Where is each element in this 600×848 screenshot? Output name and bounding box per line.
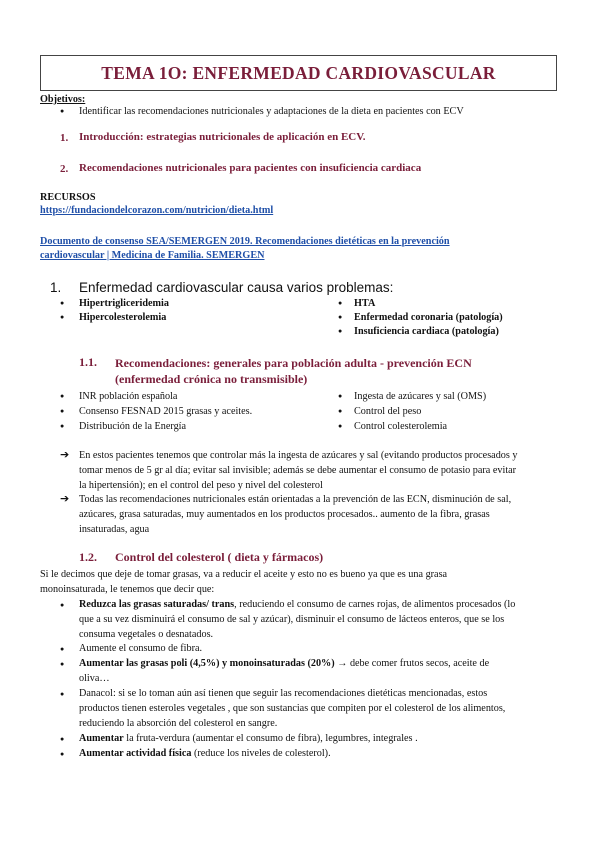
section1-title: Enfermedad cardiovascular causa varios problemas: — [79, 280, 394, 295]
text-bold: Aumentar — [79, 733, 124, 744]
bullet-icon: ● — [338, 327, 343, 335]
s1-left-item: Hipercolesterolemia — [79, 312, 167, 323]
text-line: tomar menos de 5 gr al día; evitar sal invisible; además se debe aumentar el consumo de potasio para evitar — [79, 465, 517, 476]
s11-right-item: Ingesta de azúcares y sal (OMS) — [354, 391, 487, 402]
recursos-label: RECURSOS — [40, 192, 96, 203]
bullet-icon: ● — [60, 690, 65, 698]
arrow-right-icon: ➔ — [60, 448, 70, 461]
text-line: azúcares, grasa saturadas, muy aumentados en los productos procesados.. aumento de la fibra, grasas — [79, 509, 490, 520]
section11-title — [115, 355, 472, 387]
section12-num: 1.2. — [79, 550, 97, 564]
s11-left-item: Distribución de la Energía — [79, 421, 187, 432]
s12-bullet-4 — [79, 686, 505, 731]
text-line: En estos pacientes tenemos que controlar más la ingesta de azúcares y sal (evitando productos procesados y — [79, 450, 518, 461]
text-line: Danacol: si se lo toman aún así tienen que seguir las recomendaciones dietéticas mencionadas, estos — [79, 688, 488, 699]
bullet-icon: ● — [338, 392, 343, 400]
bullet-icon: ● — [60, 407, 65, 415]
s1-right-item: Insuficiencia cardiaca (patología) — [354, 326, 499, 337]
s12-bullet-6 — [79, 746, 331, 761]
bullet-icon: ● — [338, 299, 343, 307]
bullet-icon: ● — [338, 313, 343, 321]
text-line: Si le decimos que deje de tomar grasas, va a reducir el aceite y esto no es bueno ya que es una grasa — [40, 569, 448, 580]
bullet-icon: ● — [60, 601, 65, 609]
s11-arrow-paragraph-1 — [79, 448, 517, 493]
text-line: la hipertensión); en el control del peso y nivel del colesterol — [79, 480, 323, 491]
section1-num: 1. — [50, 280, 62, 295]
recursos-link-2[interactable] — [40, 235, 450, 263]
section11-num: 1.1. — [79, 355, 97, 369]
bullet-icon: ● — [60, 645, 65, 653]
recursos-link-2-line2[interactable]: cardiovascular | Medicina de Familia. SEMERGEN — [40, 250, 265, 261]
bullet-icon: ● — [60, 313, 65, 321]
s12-bullet-2: Aumente el consumo de fibra. — [79, 643, 203, 654]
section11-title-line2: (enfermedad crónica no transmisible) — [115, 372, 308, 386]
bullet-icon: ● — [60, 750, 65, 758]
section12-title: Control del colesterol ( dieta y fármacos) — [115, 550, 324, 564]
text-line: consuma vegetales o desnatados. — [79, 629, 214, 640]
text-line: monoinsaturada, le tenemos que decir que: — [40, 584, 215, 595]
s1-right-item: HTA — [354, 298, 376, 309]
bullet-icon: ● — [338, 407, 343, 415]
text-bold: Aumentar actividad física — [79, 748, 192, 759]
page-title: TEMA 1O: ENFERMEDAD CARDIOVASCULAR — [101, 62, 496, 83]
bullet-icon: ● — [60, 299, 65, 307]
bullet-icon: ● — [60, 422, 65, 430]
s12-intro — [40, 567, 447, 597]
section11-title-line1: Recomendaciones: generales para población adulta - prevención ECN — [115, 356, 472, 370]
s11-left-item: Consenso FESNAD 2015 grasas y aceites. — [79, 406, 253, 417]
s11-right-item: Control del peso — [354, 406, 422, 417]
text-run: , reduciendo el consumo de carnes rojas, de alimentos procesados (lo — [234, 599, 516, 610]
s12-bullet-3 — [79, 656, 489, 686]
arrow-right-icon: ➔ — [60, 492, 70, 505]
text-line: Todas las recomendaciones nutricionales están orientadas a la prevención de las ECN, disminución de sal, — [79, 494, 512, 505]
s12-bullet-5 — [79, 731, 418, 746]
text-run: → debe comer frutos secos, aceite de — [334, 658, 490, 669]
recursos-link-2-line1[interactable]: Documento de consenso SEA/SEMERGEN 2019. Recomendaciones dietéticas en la prevención — [40, 236, 450, 247]
s11-arrow-paragraph-2 — [79, 492, 511, 537]
text-bold: Reduzca las grasas saturadas/ trans — [79, 599, 235, 610]
objetivos-label: Objetivos: — [40, 94, 86, 105]
objetivos-item: Identificar las recomendaciones nutricionales y adaptaciones de la dieta en pacientes con ECV — [79, 106, 464, 117]
index-num-2: 2. — [60, 163, 69, 175]
text-line: oliva… — [79, 673, 110, 684]
s1-left-item: Hipertrigliceridemia — [79, 298, 169, 309]
bullet-icon: ● — [60, 735, 65, 743]
index-item-1: Introducción: estrategias nutricionales de aplicación en ECV. — [79, 131, 366, 143]
bullet-icon: ● — [60, 107, 65, 115]
title-box — [40, 55, 557, 91]
bullet-icon: ● — [60, 660, 65, 668]
text-run: la fruta-verdura (aumentar el consumo de fibra), legumbres, integrales . — [123, 733, 418, 744]
text-bold: Aumentar las grasas poli (4,5%) y monoinsaturadas (20%) — [79, 658, 335, 669]
s11-left-item: INR población española — [79, 391, 178, 402]
text-line: insaturadas, agua — [79, 524, 150, 535]
bullet-icon: ● — [338, 422, 343, 430]
s11-right-item: Control colesterolemia — [354, 421, 448, 432]
index-item-2: Recomendaciones nutricionales para pacientes con insuficiencia cardiaca — [79, 162, 422, 174]
s12-bullet-1 — [79, 597, 515, 642]
recursos-link-1[interactable]: https://fundaciondelcorazon.com/nutricion/dieta.html — [40, 205, 274, 216]
text-line: reduciendo la absorción del colesterol en sangre. — [79, 718, 278, 729]
text-run: (reduce los niveles de colesterol). — [191, 748, 331, 759]
text-line: productos tienen esteroles vegetales , que son sustancias que compiten por el colesterol de los alimentos, — [79, 703, 506, 714]
index-num-1: 1. — [60, 132, 69, 144]
bullet-icon: ● — [60, 392, 65, 400]
s1-right-item: Enfermedad coronaria (patología) — [354, 312, 503, 323]
text-line: que a su vez disminuirá el consumo de sal y azúcar), disminuir el consumo de lácteos enteros, que se los — [79, 614, 505, 625]
